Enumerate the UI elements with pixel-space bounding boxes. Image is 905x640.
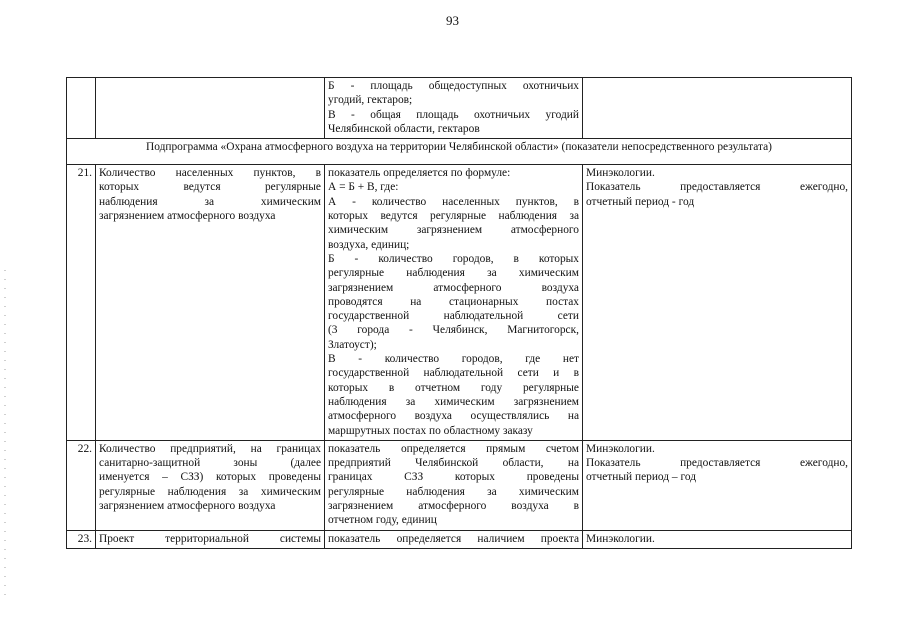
text-line: которых ведутся регулярные наблюдения за xyxy=(328,210,579,223)
text-line: которых в отчетном году регулярные xyxy=(328,381,579,394)
formula-cell xyxy=(325,530,583,548)
table-row xyxy=(67,165,852,441)
text-line: (3 города - Челябинск, Магнитогорск, xyxy=(328,324,579,337)
formula-cell xyxy=(325,78,583,139)
indicators-table xyxy=(66,77,852,549)
formula-cell xyxy=(325,165,583,441)
text-line: Количество предприятий, на границах xyxy=(99,442,321,455)
text-line: Б - площадь общедоступных охотничьих xyxy=(328,80,579,92)
source-cell xyxy=(583,440,852,530)
subprogram-row xyxy=(67,139,852,165)
table-row xyxy=(67,440,852,530)
text-line: Проект территориальной системы xyxy=(99,532,321,545)
text-line: отчетном году, единиц xyxy=(328,514,437,527)
text-line: загрязнением атмосферного воздуха в xyxy=(328,500,579,513)
source-cell xyxy=(583,530,852,548)
page-number: 93 xyxy=(446,13,459,28)
text-line: химическим загрязнением атмосферного xyxy=(328,224,579,237)
text-line: Показатель предоставляется ежегодно, xyxy=(586,457,848,470)
text-line: регулярные наблюдения за химическим xyxy=(99,485,321,498)
text-line: Показатель предоставляется ежегодно, xyxy=(586,181,848,194)
text-line: наблюдения за химическим xyxy=(99,195,321,208)
indicator-name-cell xyxy=(96,165,325,441)
text-line: маршрутных постах по областному заказу xyxy=(328,424,533,437)
text-line: угодий, гектаров; xyxy=(328,94,413,107)
text-line: Златоуст); xyxy=(328,338,377,351)
text-line: государственной наблюдательной сети и в xyxy=(328,367,579,380)
indicator-name-cell xyxy=(96,530,325,548)
scan-margin-dots xyxy=(4,270,6,600)
text-line: показатель определяется наличием проекта xyxy=(328,532,579,545)
row-number-cell: 21. xyxy=(67,165,96,441)
row-number-cell: 22. xyxy=(67,440,96,530)
text-line: Минэкологии. xyxy=(586,532,655,545)
text-line: которых ведутся регулярные xyxy=(99,181,321,194)
text-line: Минэкологии. xyxy=(586,442,655,455)
text-line: регулярные наблюдения за химическим xyxy=(328,485,579,498)
text-line: регулярные наблюдения за химическим xyxy=(328,267,579,280)
text-line: границах СЗЗ которых проведены xyxy=(328,471,579,484)
text-line: В - количество городов, где нет xyxy=(328,353,579,366)
text-line: А = Б + В, где: xyxy=(328,181,399,194)
text-line: воздуха, единиц; xyxy=(328,238,410,251)
text-line: отчетный период – год xyxy=(586,471,697,484)
text-line: А - количество населенных пунктов, в xyxy=(328,195,579,208)
text-line: показатель определяется по формуле: xyxy=(328,167,511,180)
text-line: загрязнением атмосферного воздуха xyxy=(328,281,579,294)
text-line: наблюдения за химическим загрязнением xyxy=(328,395,579,408)
row-number-cell xyxy=(67,78,96,139)
text-line: санитарно-защитной зоны (далее xyxy=(99,457,321,470)
row-number-cell: 23. xyxy=(67,530,96,548)
text-line: Минэкологии. xyxy=(586,167,655,180)
source-cell xyxy=(583,78,852,139)
text-line: государственной наблюдательной сети xyxy=(328,310,579,323)
indicator-name-cell xyxy=(96,440,325,530)
table-row xyxy=(67,78,852,139)
text-line: загрязнением атмосферного воздуха xyxy=(99,210,276,223)
text-line: показатель определяется прямым счетом xyxy=(328,442,579,455)
text-line: Б - количество городов, в которых xyxy=(328,252,579,265)
subprogram-heading: Подпрограмма «Охрана атмосферного воздуха на территории Челябинской области» (показатели непосредственного результата) xyxy=(67,139,852,165)
indicator-name-cell xyxy=(96,78,325,139)
text-line: загрязнением атмосферного воздуха xyxy=(99,500,276,513)
text-line: именуется – СЗЗ) которых проведены xyxy=(99,471,321,484)
source-cell xyxy=(583,165,852,441)
text-line: отчетный период - год xyxy=(586,195,695,208)
formula-cell xyxy=(325,440,583,530)
text-line: В - общая площадь охотничьих угодий xyxy=(328,108,579,121)
text-line: проводятся на стационарных постах xyxy=(328,295,579,308)
table-row xyxy=(67,530,852,548)
text-line: предприятий Челябинской области, на xyxy=(328,457,579,470)
text-line: атмосферного воздуха осуществлялись на xyxy=(328,410,579,423)
text-line: Количество населенных пунктов, в xyxy=(99,167,321,180)
text-line: Челябинской области, гектаров xyxy=(328,122,480,135)
